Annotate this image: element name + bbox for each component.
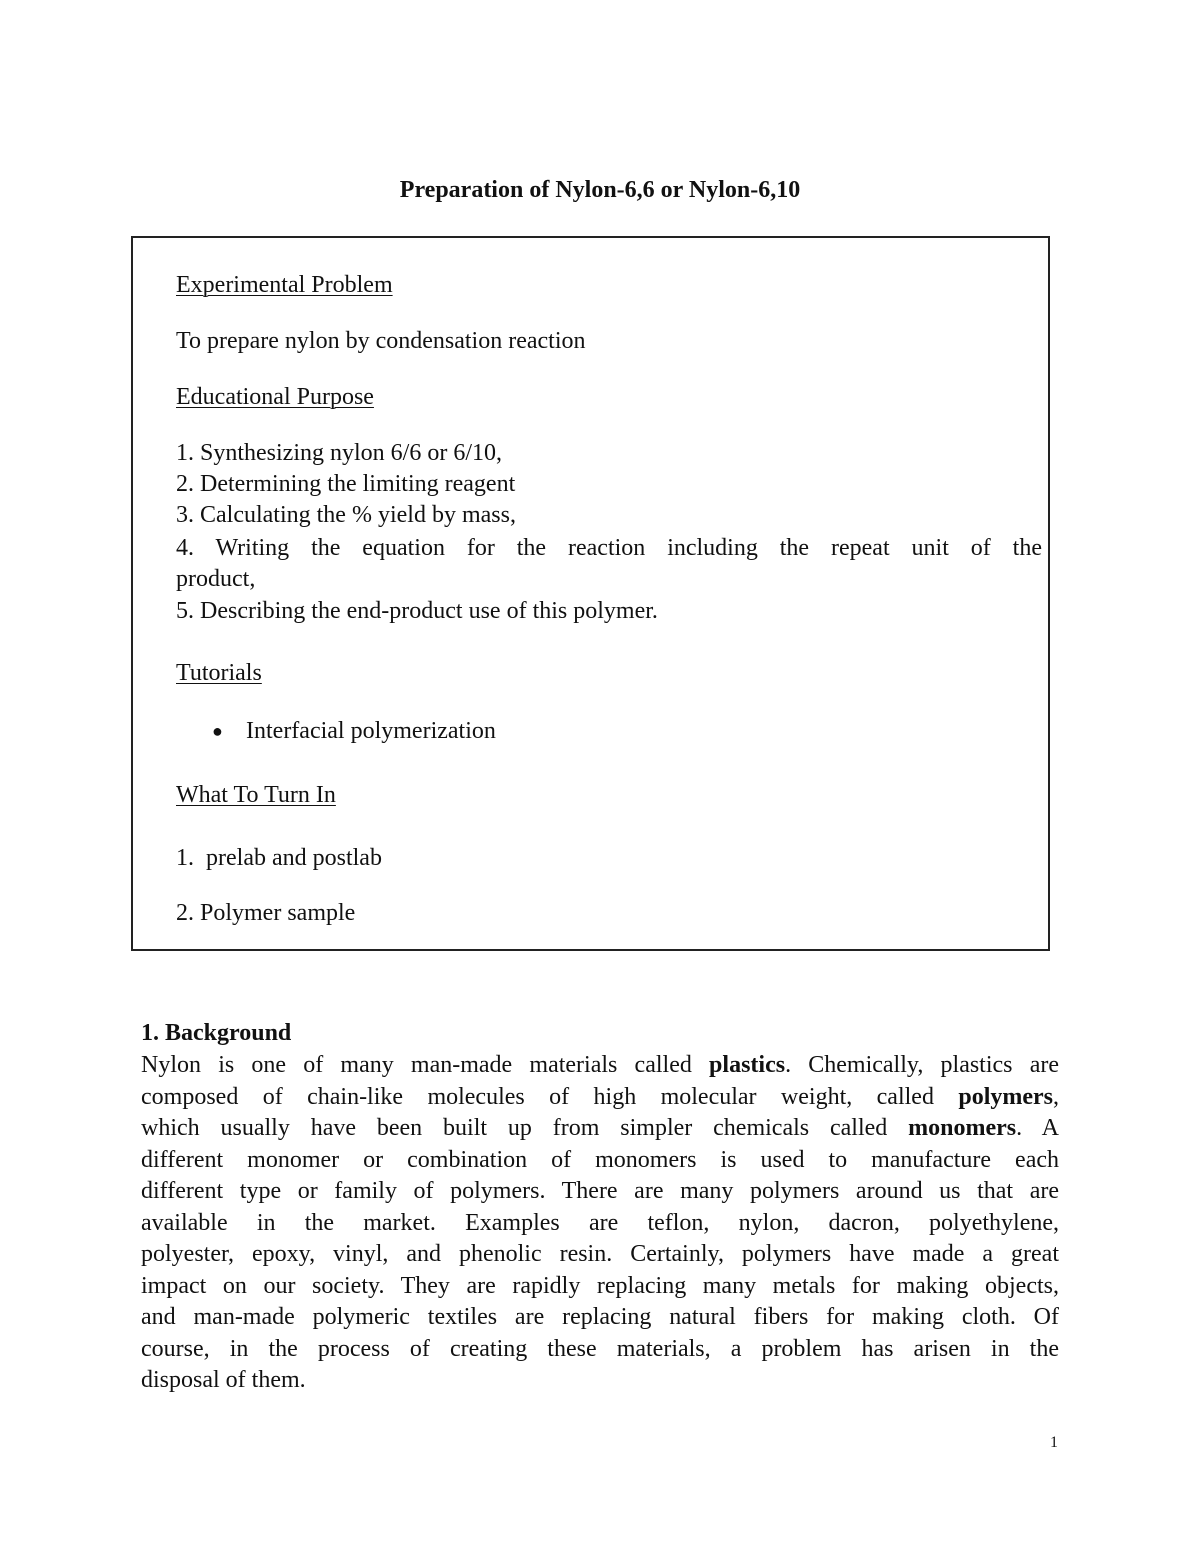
purpose-item-continuation: product,: [176, 566, 256, 592]
paragraph-line: disposal of them.: [141, 1367, 306, 1393]
paragraph-line: available in the market. Examples are teflon, nylon, dacron, polyethylene,: [141, 1209, 1059, 1236]
purpose-item: 4. Writing the equation for the reaction including the repeat unit of the: [176, 535, 1042, 561]
term-monomers: monomers: [908, 1115, 1017, 1141]
term-polymers: polymers: [958, 1083, 1053, 1110]
page-number: 1: [1050, 1434, 1058, 1451]
paragraph-line: composed of chain-like molecules of high molecular weight, called polymers,: [141, 1083, 1059, 1110]
tutorials-heading: Tutorials: [176, 660, 262, 686]
purpose-item: 1. Synthesizing nylon 6/6 or 6/10,: [176, 440, 502, 466]
turn-in-item: 2. Polymer sample: [176, 900, 356, 926]
paragraph-line: Nylon is one of many man-made materials called plastics. Chemically, plastics are: [141, 1052, 1059, 1078]
paragraph-line: different type or family of polymers. There are many polymers around us that are: [141, 1178, 1059, 1204]
paragraph-line: different monomer or combination of monomers is used to manufacture each: [141, 1146, 1059, 1173]
purpose-item: 5. Describing the end-product use of this polymer.: [176, 598, 658, 624]
turn-in-heading: What To Turn In: [176, 782, 336, 808]
experimental-problem-text: To prepare nylon by condensation reaction: [176, 328, 586, 354]
paragraph-line: polyester, epoxy, vinyl, and phenolic resin. Certainly, polymers have made a great: [141, 1241, 1059, 1267]
bullet-icon: ●: [212, 721, 223, 741]
background-heading: 1. Background: [141, 1020, 292, 1046]
paragraph-line: impact on our society. They are rapidly replacing many metals for making objects,: [141, 1272, 1059, 1299]
turn-in-item: 1. prelab and postlab: [176, 845, 382, 871]
educational-purpose-heading: Educational Purpose: [176, 384, 374, 410]
purpose-item: 2. Determining the limiting reagent: [176, 471, 516, 497]
document-title: Preparation of Nylon-6,6 or Nylon-6,10: [399, 177, 801, 203]
paragraph-line: and man-made polymeric textiles are replacing natural fibers for making cloth. Of: [141, 1304, 1059, 1330]
paragraph-line: course, in the process of creating these materials, a problem has arisen in the: [141, 1335, 1059, 1362]
purpose-item: 3. Calculating the % yield by mass,: [176, 502, 516, 528]
term-plastics: plastics: [709, 1052, 786, 1078]
experimental-problem-heading: Experimental Problem: [176, 272, 393, 298]
paragraph-line: which usually have been built up from simpler chemicals called monomers. A: [141, 1115, 1059, 1141]
tutorial-item: Interfacial polymerization: [246, 718, 496, 744]
background-paragraph: [141, 1050, 1059, 1397]
